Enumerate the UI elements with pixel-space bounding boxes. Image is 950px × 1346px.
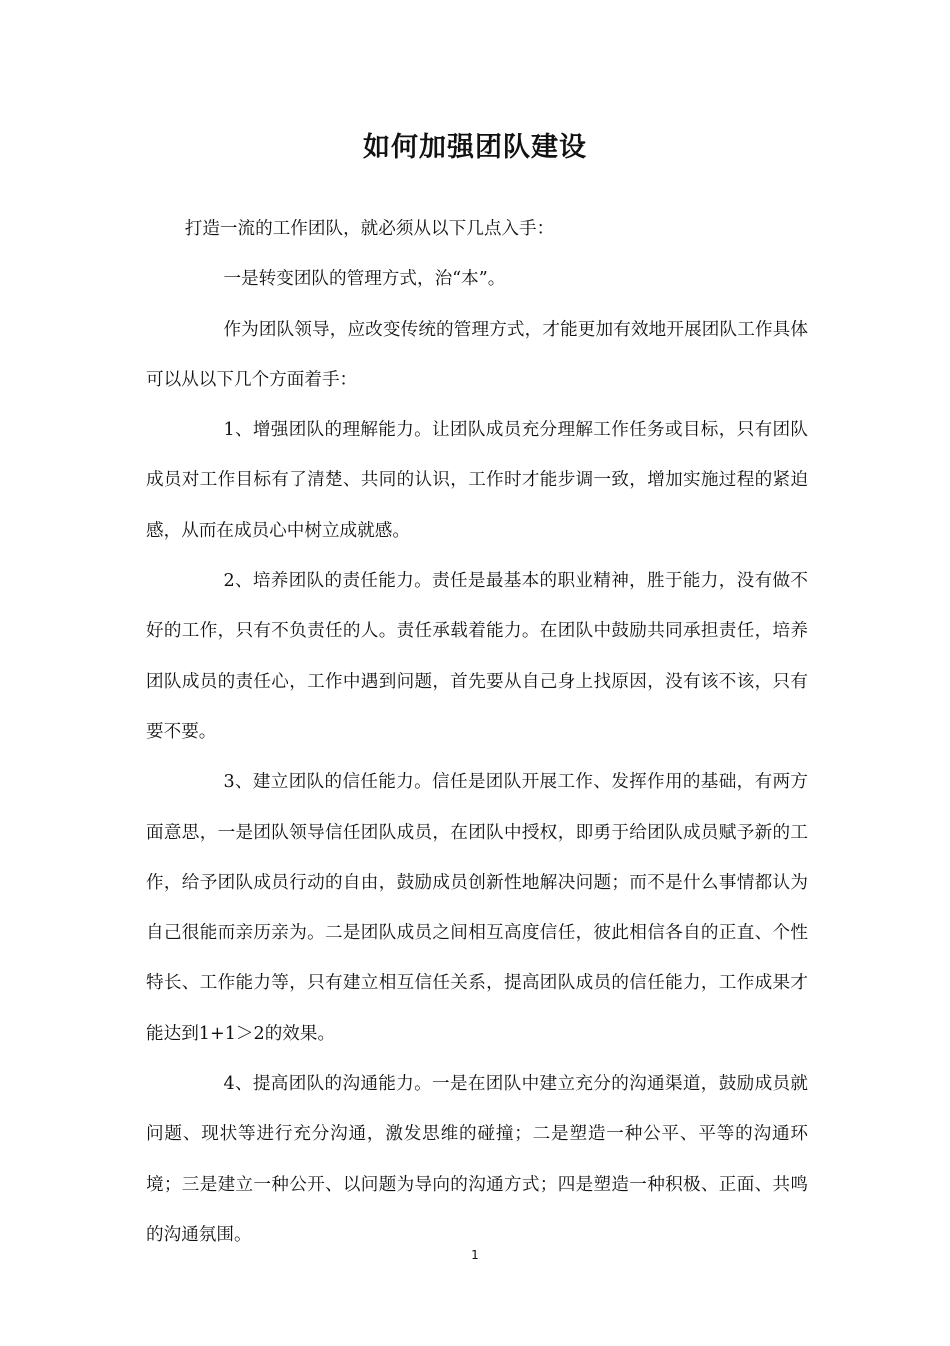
paragraph-responsibility: 2、培养团队的责任能力。责任是最基本的职业精神，胜于能力，没有做不好的工作，只有不负责任的人。责任承载着能力。在团队中鼓励共同承担责任，培养团队成员的责任心，工作中遇到问题，首先要从自己身上找原因，没有该不该，只有要不要。	[146, 571, 808, 742]
document-title: 如何加强团队建设	[363, 132, 587, 163]
paragraph-understanding: 1、增强团队的理解能力。让团队成员充分理解工作任务或目标，只有团队成员对工作目标有了清楚、共同的认识，工作时才能步调一致，增加实施过程的紧迫感，从而在成员心中树立成就感。	[146, 420, 808, 541]
paragraph-section-heading: 一是转变团队的管理方式，治“本”。	[223, 269, 506, 290]
paragraph-trust: 3、建立团队的信任能力。信任是团队开展工作、发挥作用的基础，有两方面意思，一是团队领导信任团队成员，在团队中授权，即勇于给团队成员赋予新的工作，给予团队成员行动的自由，鼓励成员创新性地解决问题；而不是什么事情都认为自己很能而亲历亲为。二是团队成员之间相互高度信任，彼此相信各自的正直、个性特长、工作能力等，只有建立相互信任关系，提高团队成员的信任能力，工作成果才能达到1+1＞2的效果。	[146, 772, 808, 1044]
paragraph-management: 作为团队领导，应改变传统的管理方式，才能更加有效地开展团队工作具体可以从以下几个方面着手：	[146, 319, 808, 390]
paragraph-intro: 打造一流的工作团队，就必须从以下几点入手：	[184, 219, 555, 239]
paragraph-communication: 4、提高团队的沟通能力。一是在团队中建立充分的沟通渠道，鼓励成员就问题、现状等进行充分沟通，激发思维的碰撞；二是塑造一种公平、平等的沟通环境；三是建立一种公开、以问题为导向的沟通方式；四是塑造一种积极、正面、共鸣的沟通氛围。	[146, 1074, 808, 1245]
document-body	[146, 204, 808, 1260]
page-number: 1	[471, 1248, 479, 1262]
